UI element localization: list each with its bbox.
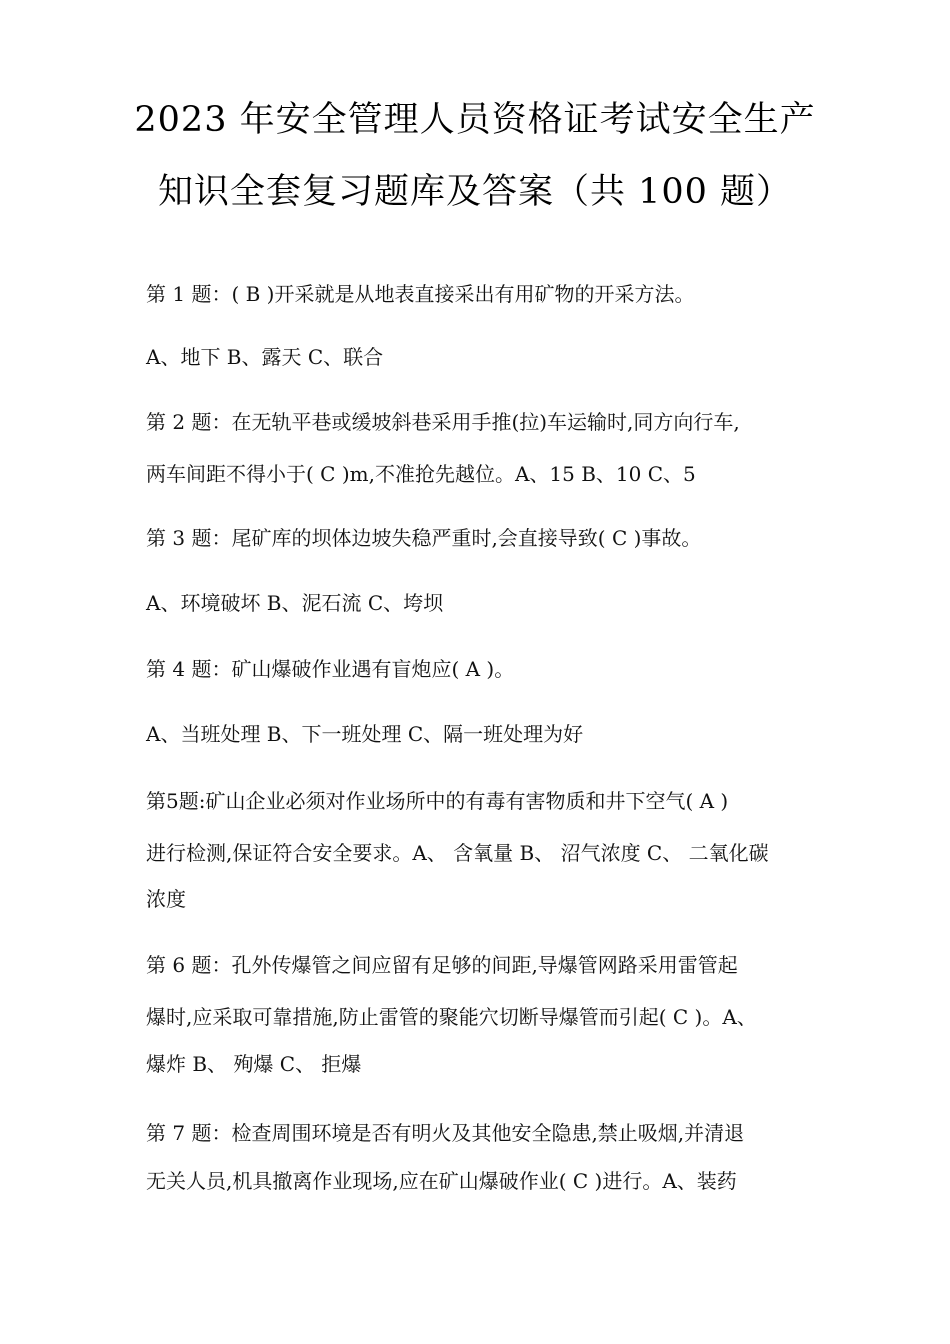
- question-1-text: 第 1 题：( B )开采就是从地表直接采出有用矿物的开采方法。: [146, 282, 695, 306]
- question-5-text-cont: 进行检测,保证符合安全要求。A、 含氧量 B、 沼气浓度 C、 二氧化碳: [146, 841, 769, 865]
- document-title-line-2: 知识全套复习题库及答案（共 100 题）: [157, 172, 793, 212]
- question-6-text: 第 6 题：孔外传爆管之间应留有足够的间距,导爆管网路采用雷管起: [146, 953, 738, 977]
- question-6-options: 爆炸 B、 殉爆 C、 拒爆: [146, 1052, 362, 1076]
- question-2-text-cont: 两车间距不得小于( C )m,不准抢先越位。A、15 B、10 C、5: [146, 462, 696, 486]
- question-2-text: 第 2 题：在无轨平巷或缓坡斜巷采用手推(拉)车运输时,同方向行车,: [146, 410, 740, 434]
- question-4-options: A、当班处理 B、下一班处理 C、隔一班处理为好: [146, 722, 584, 746]
- question-7-text-cont: 无关人员,机具撤离作业现场,应在矿山爆破作业( C )进行。A、装药: [146, 1169, 737, 1193]
- question-3-text: 第 3 题：尾矿库的坝体边坡失稳严重时,会直接导致( C )事故。: [146, 526, 702, 550]
- question-5-text: 第5题:矿山企业必须对作业场所中的有毒有害物质和井下空气( A ): [146, 789, 729, 813]
- question-3-options: A、环境破坏 B、泥石流 C、垮坝: [146, 591, 444, 615]
- question-5-text-end: 浓度: [146, 887, 186, 911]
- question-7-text: 第 7 题：检查周围环境是否有明火及其他安全隐患,禁止吸烟,并清退: [146, 1121, 745, 1145]
- question-4-text: 第 4 题：矿山爆破作业遇有盲炮应( A )。: [146, 657, 515, 681]
- question-6-text-cont: 爆时,应采取可靠措施,防止雷管的聚能穴切断导爆管而引起( C )。A、: [146, 1005, 757, 1029]
- document-title-line-1: 2023 年安全管理人员资格证考试安全生产: [134, 100, 816, 140]
- question-1-options: A、地下 B、露天 C、联合: [146, 345, 384, 369]
